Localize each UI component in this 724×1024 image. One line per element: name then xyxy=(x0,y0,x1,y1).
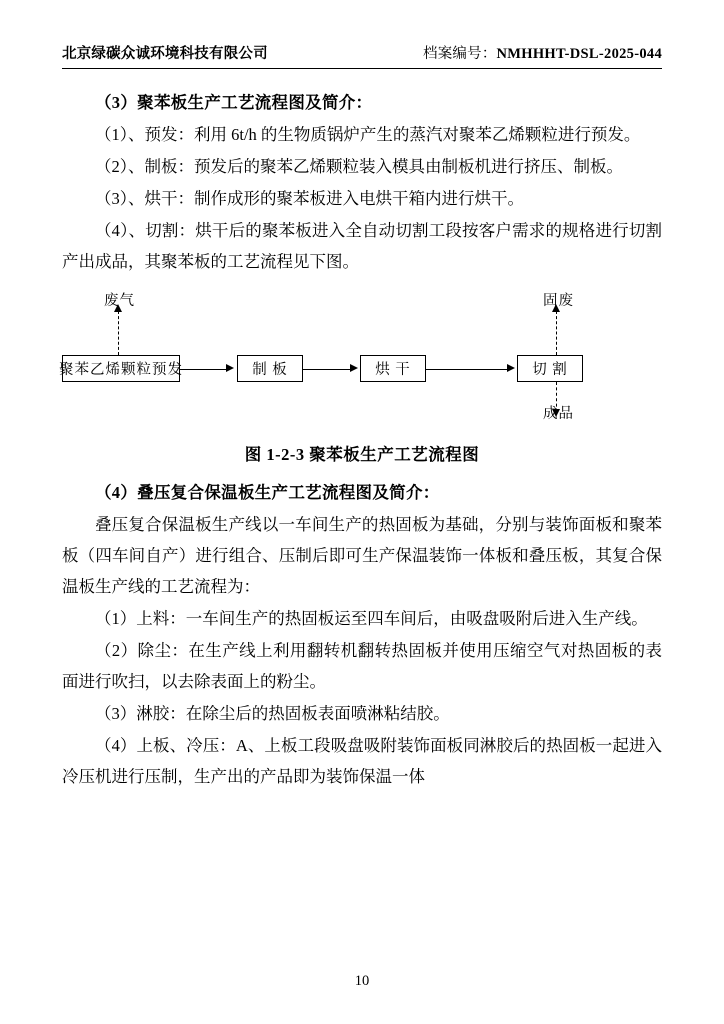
process-flow-diagram xyxy=(59,289,662,427)
section-3-title: （3）聚苯板生产工艺流程图及简介： xyxy=(95,93,373,112)
diagram-arrow-up-waste-gas xyxy=(114,304,122,312)
diagram-label-product: 成品 xyxy=(543,406,574,422)
diagram-label-solid-waste: 固废 xyxy=(543,293,574,309)
header-file-code-value: NMHHHT-DSL-2025-044 xyxy=(496,46,662,62)
diagram-arrow-right-1 xyxy=(226,364,234,372)
diagram-box-board-making: 制 板 xyxy=(237,355,303,382)
diagram-label-waste-gas: 废气 xyxy=(104,293,135,309)
section-4-step-2: （2）除尘：在生产线上利用翻转机翻转热固板并使用压缩空气对热固板的表面进行吹扫，以去除表面上的粉尘。 xyxy=(62,641,662,691)
section-4-step-3: （3）淋胶：在除尘后的热固板表面喷淋粘结胶。 xyxy=(95,704,450,723)
diagram-box-pre-expansion: 聚苯乙烯颗粒预发 xyxy=(62,355,180,382)
diagram-box-drying: 烘 干 xyxy=(360,355,426,382)
section-4-step-4: （4）上板、冷压：A、上板工段吸盘吸附装饰面板同淋胶后的热固板一起进入冷压机进行压制，生产出的产品即为装饰保温一体 xyxy=(62,736,662,786)
diagram-arrow-up-solid-waste xyxy=(552,304,560,312)
section-4-intro: 叠压复合保温板生产线以一车间生产的热固板为基础，分别与装饰面板和聚苯板（四车间自产）进行组合、压制后即可生产保温装饰一体板和叠压板，其复合保温板生产线的工艺流程为： xyxy=(62,515,662,596)
diagram-arrow-right-3 xyxy=(507,364,515,372)
page-header xyxy=(62,42,662,69)
diagram-arrow-right-2 xyxy=(350,364,358,372)
diagram-dashed-line-waste-gas xyxy=(118,311,119,355)
header-company-name: 北京绿碳众诚环境科技有限公司 xyxy=(62,46,268,62)
diagram-dashed-line-solid-waste xyxy=(556,311,557,355)
diagram-box-cutting: 切 割 xyxy=(517,355,583,382)
figure-caption: 图 1-2-3 聚苯板生产工艺流程图 xyxy=(244,445,480,464)
section-4-step-1: （1）上料：一车间生产的热固板运至四车间后，由吸盘吸附后进入生产线。 xyxy=(95,609,648,628)
section-3-item-4: （4）、切割：烘干后的聚苯板进入全自动切割工段按客户需求的规格进行切割产出成品，其聚苯板的工艺流程见下图。 xyxy=(62,221,662,271)
header-file-code xyxy=(423,42,662,63)
section-3-item-2: （2）、制板：预发后的聚苯乙烯颗粒装入模具由制板机进行挤压、制板。 xyxy=(95,157,623,176)
section-4-title: （4）叠压复合保温板生产工艺流程图及简介： xyxy=(95,483,440,502)
page-number: 10 xyxy=(354,973,370,989)
page-footer xyxy=(0,973,724,990)
diagram-connector-2 xyxy=(303,369,351,370)
section-3-item-3: （3）、烘干：制作成形的聚苯板进入电烘干箱内进行烘干。 xyxy=(95,189,524,208)
section-3-item-1: （1）、预发：利用 6t/h 的生物质锅炉产生的蒸汽对聚苯乙烯颗粒进行预发。 xyxy=(95,125,641,144)
diagram-connector-1 xyxy=(180,369,228,370)
header-file-label: 档案编号： xyxy=(423,46,497,62)
diagram-connector-3 xyxy=(426,369,508,370)
